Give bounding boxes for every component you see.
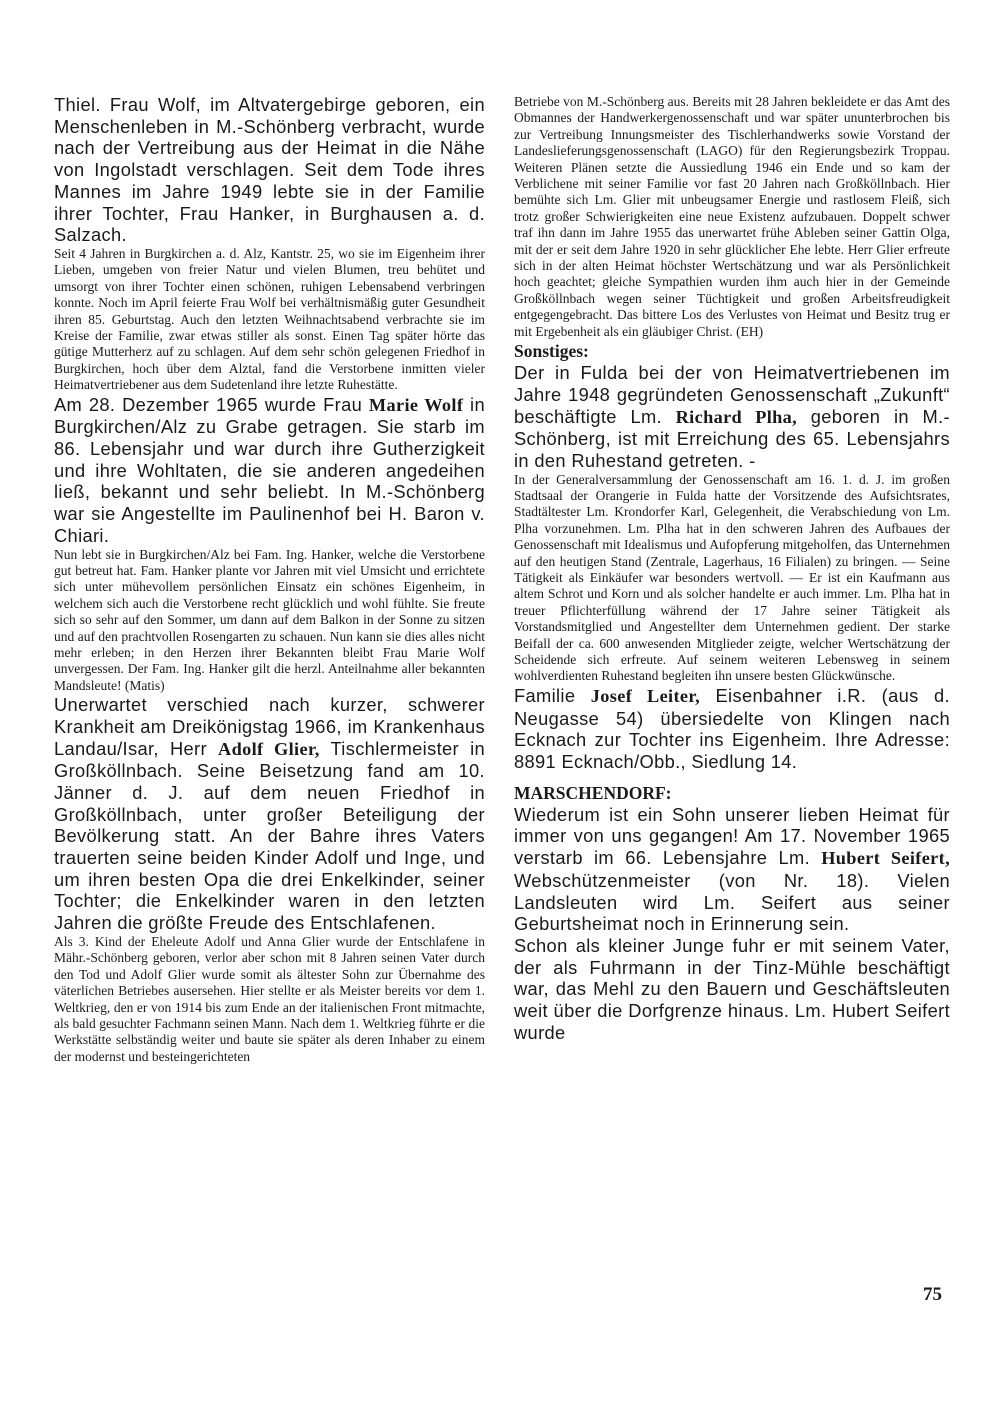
text-segment: Am 28. Dezember 1965 wurde Frau xyxy=(54,393,363,415)
text-segment: Webschützenmeister (von Nr. 18). Vielen Landsleuten wird Lm. Seifert aus seiner Geburtsheimat noch in Erinnerung sein. xyxy=(514,869,950,935)
page-number: 75 xyxy=(923,1284,942,1305)
section-heading-sonstiges: Sonstiges: xyxy=(514,341,589,362)
paragraph-glier-death xyxy=(54,694,485,934)
paragraph-wolf-funeral xyxy=(54,394,485,547)
paragraph-glier-continued: Betriebe von M.-Schönberg aus. Bereits mit 28 Jahren bekleidete er das Amt des Obmannes der Handwerkergenossenschaft und war später ununterbrochen bis zur Vertreibung Innungsmeister des Tischlerhandwerks sowie Vorstand der Landeslieferungsgenossenschaft (LAGO) für den Regierungsbezirk Troppau. Weiteren Plänen setzte die Aussiedlung 1946 ein Ende und so kam der Verblichene mit seiner Familie vor fast 20 Jahren nach Großköllnbach. Hier bemühte sich Lm. Glier mit unbeugsamer Energie und rastlosem Fleiß, sich trotz großer Schwierigkeiten eine neue Existenz aufzubauen. Doppelt schwer traf ihn dann im Jahre 1955 das unerwartet frühe Ableben seiner Gattin Olga, mit der er seit dem Jahre 1920 in sehr glücklicher Ehe lebte. Herr Glier erfreute sich in der alten Heimat höchster Wertschätzung und war als Persönlichkeit hoch geachtet; gleiche Sympathien wurden ihm auch hier in der Gemeinde Großköllnbach wegen seiner Tüchtigkeit und großen Arbeitsfreudigkeit entgegengebracht. Das bittere Los des Verlustes von Heimat und Besitz trug er mit Ergebenheit als ein gläubiger Christ. (EH) xyxy=(514,94,950,339)
text-segment: Wiederum ist ein Sohn unserer lieben Heimat für immer von uns gegangen! Am 17. November 1965 verstarb im 66. Lebensjahre Lm. xyxy=(514,803,950,869)
text-segment: in Burgkirchen/Alz zu Grabe getragen. Sie starb im 86. Lebensjahr und war durch ihre Gutherzigkeit und ihre Wohltaten, die sie anderen angedeihen ließ, bekannt und sehr beliebt. In M.-Schönberg war sie Angestellte im Paulinenhof bei H. Baron v. Chiari. xyxy=(54,393,485,546)
person-name-richard-plha: Richard Plha, xyxy=(675,406,798,427)
right-column xyxy=(514,94,950,1043)
text-segment: Familie xyxy=(514,684,576,706)
paragraph-seifert-death xyxy=(514,804,950,935)
person-name-adolf-glier: Adolf Glier, xyxy=(218,738,320,759)
paragraph-seifert-youth: Schon als kleiner Junge fuhr er mit seinem Vater, der als Fuhrmann in der Tinz-Mühle beschäftigt war, das Mehl zu den Bauern und Geschäftsleuten weit über die Dorfgrenze hinaus. Lm. Hubert Seifert wurde xyxy=(514,934,950,1043)
text-segment: Tischlermeister in Großköllnbach. Seine Beisetzung fand am 10. Jänner d. J. auf dem neuen Friedhof in Großköllnbach, unter großer Beteiligung der Bevölkerung statt. An der Bahre ihres Vaters trauerten seine beiden Kinder Adolf und Inge, und um ihren besten Opa die drei Enkelkinder, seiner Tochter; die Enkelkinder waren in den letzten Jahren die größte Freude des Entschlafenen. xyxy=(54,737,485,934)
paragraph-wolf-burgkirchen: Seit 4 Jahren in Burgkirchen a. d. Alz, Kantstr. 25, wo sie im Eigenheim ihrer Lieben, umgeben von freier Natur und vielen Blumen, treu behütet und umsorgt von ihrer Tochter einen schönen, ruhigen Lebensabend verbringen konnte. Noch im April feierte Frau Wolf bei verhältnismäßig guter Gesundheit ihren 85. Geburtstag. Auch den letzten Weihnachtsabend verbrachte sie im Kreise der Familie, zwar etwas stiller als sonst. Einen Tag später hörte das gütige Mutterherz auf zu schlagen. Auf dem sehr schön gelegenen Friedhof in Burgkirchen, hoch über dem Alztal, fand die Verstorbene inmitten vieler Heimatvertriebener aus dem Sudetenland ihre letzte Ruhestätte. xyxy=(54,245,485,393)
text-segment: Unerwartet verschied nach kurzer, schwerer Krankheit am Dreikönigstag 1966, im Krankenhaus Landau/Isar, Herr xyxy=(54,694,485,759)
section-heading-marschendorf: MARSCHENDORF: xyxy=(514,782,672,803)
text-segment: Eisenbahner i.R. (aus d. Neugasse 54) übersiedelte von Klingen nach Ecknach zur Tochter ins Eigenheim. Ihre Adresse: 8891 Ecknach/Obb., Siedlung 14. xyxy=(514,684,950,772)
text-segment: geboren in M.-Schönberg, ist mit Erreichung des 65. Lebensjahrs in den Ruhestand getreten. - xyxy=(514,405,950,471)
paragraph-plha-retirement xyxy=(514,362,950,472)
paragraph-leiter-move xyxy=(514,685,950,773)
paragraph-wolf-hanker: Nun lebt sie in Burgkirchen/Alz bei Fam. Ing. Hanker, welche die Verstorbene gut betreut hat. Fam. Hanker plante vor Jahren mit viel Umsicht und errichtete sich unter mühevollem persönlichen Einsatz ein schönes Eigenheim, in welchem sich auch die Verstorbene recht glücklich und wohl fühlte. Sie freute sich so sehr auf den Sommer, um dann auf dem Balkon in der Sonne zu sitzen und auf den prachtvollen Rosengarten zu schauen. Nun kann sie dies alles nicht mehr erleben; in den Herzen ihrer Bekannten bleibt Frau Marie Wolf unvergessen. Der Fam. Ing. Hanker gilt die herzl. Anteilnahme aller bekannten Mandsleute! (Matis) xyxy=(54,546,485,693)
person-name-marie-wolf: Marie Wolf xyxy=(368,394,464,415)
person-name-josef-leiter: Josef Leiter, xyxy=(590,685,701,706)
left-column xyxy=(54,94,485,1065)
paragraph-glier-biography: Als 3. Kind der Eheleute Adolf und Anna Glier wurde der Entschlafene in Mähr.-Schönberg geboren, verlor aber schon mit 8 Jahren seinen Vater durch den Tod und Adolf Glier wurde somit als ältester Sohn zur Übernahme des väterlichen Betriebes ausersehen. Hier stellte er als Meister bereits vor dem 1. Weltkrieg, den er von 1914 bis zum Ende an der italienischen Front mitmachte, als bald gesuchter Fachmann seinen Mann. Nach dem 1. Weltkrieg führte er die Werkstätte selbständig weiter und baute sie später als deren Inhaber zu einem der modernst und besteingerichteten xyxy=(54,933,485,1064)
paragraph-wolf-intro: Thiel. Frau Wolf, im Altvatergebirge geboren, ein Menschenleben in M.-Schönberg verbracht, wurde nach der Vertreibung aus der Heimat in die Nähe von Ingolstadt verschlagen. Seit dem Tode ihres Mannes im Jahre 1949 lebte sie in der Familie ihrer Tochter, Frau Hanker, in Burghausen a. d. Salzach. xyxy=(54,94,485,246)
text-segment: Der in Fulda bei der von Heimatvertriebenen im Jahre 1948 gegründeten Genossenschaft „Zukunft“ beschäftigte Lm. xyxy=(514,362,950,427)
person-name-hubert-seifert: Hubert Seifert, xyxy=(821,848,950,869)
paragraph-plha-assembly: In der Generalversammlung der Genossenschaft am 16. 1. d. J. im großen Stadtsaal der Orangerie in Fulda hatte der Vorsitzende des Aufsichtsrates, Stadtältester Lm. Krondorfer Karl, Gelegenheit, die Verabschiedung von Lm. Plha vorzunehmen. Lm. Plha hat in den schweren Jahren des Aufbaues der Genossenschaft mit Idealismus und Aufopferung mitgeholfen, das Unternehmen auf den heutigen Stand (Zentrale, Lagerhaus, 16 Filialen) zu bringen. — Seine Tätigkeit als Einkäufer war besonders wertvoll. — Er ist ein Kaufmann aus altem Schrot und Korn und als solcher handelte er auch immer. Lm. Plha hat in treuer Pflichterfüllung während der 17 Jahre seiner Tätigkeit als Vorstandsmitglied und Angestellter dem Unternehmen gedient. Der starke Beifall der ca. 600 anwesenden Mitglieder zeigte, welcher Wertschätzung der Scheidende sich erfreute. Auf seinem weiteren Lebensweg in seinem wohlverdienten Ruhestand begleiten ihn unsere besten Glückwünsche. xyxy=(514,471,950,684)
